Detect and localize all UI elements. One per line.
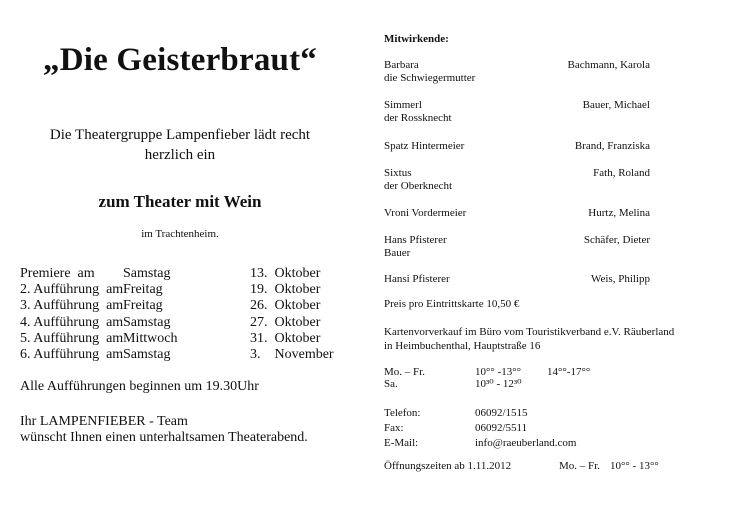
opening-time: 10°° - 13°°: [610, 460, 659, 472]
event-headline: zum Theater mit Wein: [98, 192, 262, 211]
contact-label: Fax:: [384, 422, 404, 434]
performance-label: Premiere am: [20, 266, 95, 281]
intro-line: herzlich ein: [144, 147, 216, 163]
performance-date: 26. Oktober: [250, 298, 321, 314]
ticket-price: Preis pro Eintrittskarte 10,50 €: [384, 298, 520, 310]
fax-number: 06092/5511: [475, 422, 528, 434]
hours-time: 14°°-17°°: [547, 366, 591, 378]
opening-label: Öffnungszeiten ab 1.11.2012: [384, 460, 512, 472]
hours-row: [384, 378, 654, 390]
cast-heading: Mitwirkende:: [384, 33, 449, 45]
cast-role-description: der Oberknecht: [384, 180, 453, 192]
team-line: wünscht Ihnen einen unterhaltsamen Theaterabend.: [20, 430, 308, 445]
email-address: info@raeuberland.com: [475, 437, 577, 449]
cast-role: Barbara: [384, 59, 419, 71]
performance-label: 5. Aufführung am: [20, 330, 124, 346]
performance-day: Freitag: [123, 298, 163, 314]
performance-day: Freitag: [123, 282, 163, 298]
cast-actor: Schäfer, Dieter: [583, 234, 650, 246]
office-hours: [384, 366, 654, 390]
performance-label: 2. Aufführung am: [20, 282, 124, 298]
advance-sale-line: Kartenvorverkauf im Büro vom Touristikverband e.V. Räuberland: [384, 326, 675, 338]
performance-day: Mittwoch: [123, 330, 178, 346]
performance-row: [20, 331, 350, 347]
performance-row: [20, 347, 350, 363]
performance-date: 31. Oktober: [250, 330, 321, 346]
cast-actor: Brand, Franziska: [574, 140, 650, 152]
performance-date: 19. Oktober: [250, 282, 321, 298]
play-title: „Die Geisterbraut“: [43, 42, 317, 78]
team-greeting: [20, 414, 308, 446]
hours-days: Mo. – Fr.: [384, 366, 425, 378]
performance-date: 27. Oktober: [250, 314, 321, 330]
begin-note: Alle Aufführungen beginnen um 19.30Uhr: [20, 379, 259, 394]
cast-role-description: Bauer: [384, 247, 411, 259]
performance-day: Samstag: [123, 266, 171, 281]
contact-label: E-Mail:: [384, 437, 419, 449]
team-line: Ihr LAMPENFIEBER - Team: [20, 414, 188, 429]
left-column: [0, 0, 360, 513]
venue-text: im Trachtenheim.: [141, 228, 219, 240]
hours-row: [384, 366, 654, 378]
cast-role-description: die Schwiegermutter: [384, 72, 476, 84]
cast-actor: Bachmann, Karola: [567, 59, 650, 71]
performance-day: Samstag: [123, 346, 171, 362]
performance-day: Samstag: [123, 314, 171, 330]
cast-actor: Weis, Philipp: [590, 273, 650, 285]
performance-row: [20, 298, 350, 314]
cast-role: Hans Pfisterer: [384, 234, 447, 246]
cast-actor: Hurtz, Melina: [588, 207, 650, 219]
cast-role: Sixtus: [384, 167, 412, 179]
cast-role: Spatz Hintermeier: [384, 140, 465, 152]
advance-sale-line: in Heimbuchenthal, Hauptstraße 16: [384, 340, 541, 352]
phone-number: 06092/1515: [475, 407, 528, 419]
performance-row: [20, 315, 350, 331]
performance-date: 3. November: [250, 346, 334, 362]
contact-block: [384, 406, 654, 451]
advance-sale-info: [384, 325, 674, 353]
cast-role: Hansi Pfisterer: [384, 273, 450, 285]
cast-role-description: der Rossknecht: [384, 112, 452, 124]
cast-role: Vroni Vordermeier: [384, 207, 467, 219]
performance-label: 6. Aufführung am: [20, 346, 124, 362]
hours-days: Sa.: [384, 378, 398, 390]
cast-role: Simmerl: [384, 99, 422, 111]
performance-row: [20, 266, 350, 282]
cast-actor: Fath, Roland: [593, 167, 650, 179]
performance-list: [20, 266, 350, 363]
opening-days: Mo. – Fr.: [559, 460, 600, 472]
performance-label: 4. Aufführung am: [20, 314, 124, 330]
contact-label: Telefon:: [384, 407, 421, 419]
contact-row: [384, 406, 654, 421]
hours-time: 10³⁰ - 12³⁰: [475, 378, 522, 390]
contact-row: [384, 436, 654, 451]
intro-line: Die Theatergruppe Lampenfieber lädt recht: [49, 127, 311, 143]
intro-text: [30, 125, 330, 165]
performance-date: 13. Oktober: [250, 266, 321, 281]
performance-label: 3. Aufführung am: [20, 298, 124, 314]
contact-row: [384, 421, 654, 436]
hours-time: 10°° -13°°: [475, 366, 522, 378]
performance-row: [20, 282, 350, 298]
cast-actor: Bauer, Michael: [582, 99, 650, 111]
